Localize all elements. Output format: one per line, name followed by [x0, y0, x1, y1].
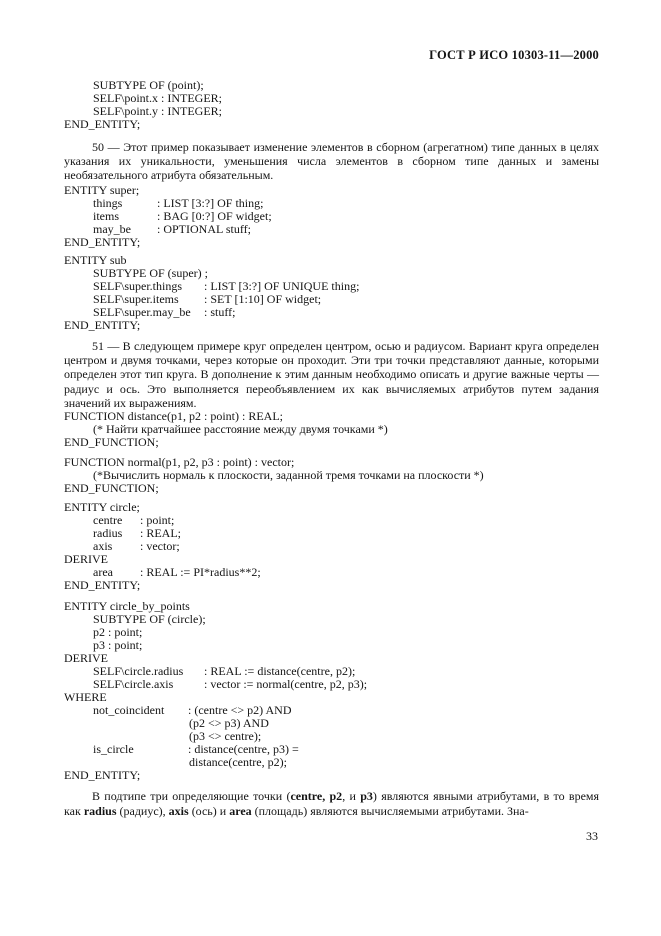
code-line: p2 : point;: [93, 625, 143, 639]
rule-name: not_coincident: [93, 703, 165, 717]
attr-name: SELF\super.items: [93, 292, 179, 306]
code-line: FUNCTION normal(p1, p2, p3 : point) : vector;: [64, 455, 295, 469]
attr-name: SELF\circle.radius: [93, 664, 184, 678]
attr-type: : REAL := distance(centre, p2);: [204, 664, 356, 678]
attr-name: radius: [93, 526, 123, 540]
code-line: END_FUNCTION;: [64, 435, 159, 449]
attr-type: : REAL := PI*radius**2;: [140, 565, 261, 579]
rule-expr: (p2 <> p3) AND: [189, 716, 269, 730]
code-line: ENTITY sub: [64, 253, 127, 267]
code-line: END_ENTITY;: [64, 117, 141, 131]
attr-type: : vector := normal(centre, p2, p3);: [204, 677, 368, 691]
code-line: ENTITY super;: [64, 183, 140, 197]
code-keyword: WHERE: [64, 690, 107, 704]
code-line: ENTITY circle;: [64, 500, 140, 514]
code-line: ENTITY circle_by_points: [64, 599, 190, 613]
rule-expr: (p3 <> centre);: [189, 729, 262, 743]
attr-name: axis: [93, 539, 113, 553]
attr-name: centre: [93, 513, 123, 527]
code-line: SELF\point.x : INTEGER;: [93, 91, 222, 105]
code-line: SELF\point.y : INTEGER;: [93, 104, 222, 118]
code-keyword: DERIVE: [64, 552, 108, 566]
code-line: END_ENTITY;: [64, 768, 141, 782]
attr-name: may_be: [93, 222, 131, 236]
attr-name: items: [93, 209, 119, 223]
code-line: p3 : point;: [93, 638, 143, 652]
code-line: END_FUNCTION;: [64, 481, 159, 495]
attr-name: things: [93, 196, 123, 210]
attr-type: : LIST [3:?] OF UNIQUE thing;: [204, 279, 360, 293]
note-paragraph-50: 50 — Этот пример показывает изменение элементов в сборном (агрегатном) типе данных в целях указания их уникальности, уменьшения числа элементов в сборном типе данных и замены необязательного атрибута обязательным.: [64, 140, 599, 183]
code-keyword: DERIVE: [64, 651, 108, 665]
rule-expr: distance(centre, p2);: [189, 755, 287, 769]
code-comment: (*Вычислить нормаль к плоскости, заданной тремя точками на плоскости *): [93, 468, 484, 482]
code-line: SUBTYPE OF (super) ;: [93, 266, 209, 280]
attr-type: : BAG [0:?] OF widget;: [157, 209, 272, 223]
attr-name: SELF\circle.axis: [93, 677, 174, 691]
attr-type: : point;: [140, 513, 175, 527]
rule-expr: : (centre <> p2) AND: [188, 703, 292, 717]
body-paragraph: В подтипе три определяющие точки (centre, p2, и p3) являются явными атрибутами, в то время как radius (радиус), axis (ось) и area (площадь) являются вычисляемыми атрибутами. Зна-: [64, 789, 600, 818]
page-number: 33: [586, 829, 598, 843]
rule-name: is_circle: [93, 742, 134, 756]
attr-name: SELF\super.may_be: [93, 305, 191, 319]
attr-type: : LIST [3:?] OF thing;: [157, 196, 264, 210]
attr-name: SELF\super.things: [93, 279, 183, 293]
attr-type: : vector;: [140, 539, 180, 553]
code-line: SUBTYPE OF (circle);: [93, 612, 206, 626]
code-line: SUBTYPE OF (point);: [93, 78, 204, 92]
attr-type: : stuff;: [204, 305, 236, 319]
code-comment: (* Найти кратчайшее расстояние между двумя точками *): [93, 422, 388, 436]
code-line: END_ENTITY;: [64, 318, 141, 332]
attr-type: : SET [1:10] OF widget;: [204, 292, 322, 306]
document-header: ГОСТ Р ИСО 10303-11—2000: [429, 48, 599, 62]
attr-type: : REAL;: [140, 526, 181, 540]
rule-expr: : distance(centre, p3) =: [188, 742, 299, 756]
note-paragraph-51: 51 — В следующем примере круг определен центром, осью и радиусом. Вариант круга определен центром и двумя точками, через которые он проходит. Эти три точки представляют данные, которыми определен этот тип круга. В дополнение к этим данным необходимо описать и другие важные черты — радиус и ось. Это выполняется переобъявлением их как вычисляемых атрибутов путем задания значений их выражениям.: [64, 339, 599, 410]
attr-type: : OPTIONAL stuff;: [157, 222, 251, 236]
code-line: END_ENTITY;: [64, 578, 141, 592]
attr-name: area: [93, 565, 113, 579]
code-line: END_ENTITY;: [64, 235, 141, 249]
code-line: FUNCTION distance(p1, p2 : point) : REAL;: [64, 409, 283, 423]
